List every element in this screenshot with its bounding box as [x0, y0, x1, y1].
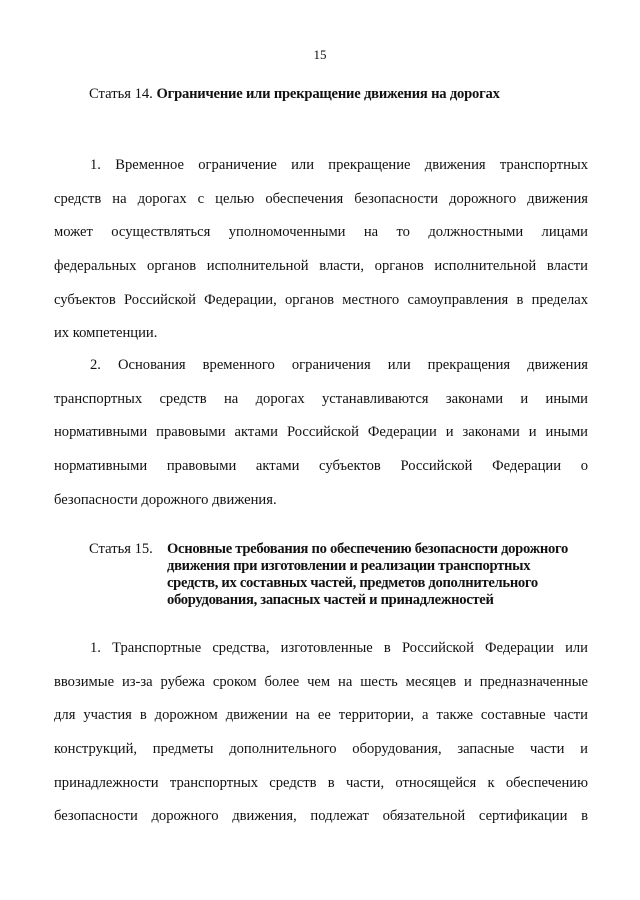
article-15-title-line: Основные требования по обеспечению безопасности дорожного [167, 541, 568, 557]
text-line: субъектов Российской Федерации, органов местного самоуправления в пределах [54, 291, 588, 308]
article-14-paragraph-1 [54, 155, 588, 357]
article-14-paragraph-2 [54, 355, 588, 523]
article-15-title [167, 541, 597, 609]
text-line: нормативными правовыми актами субъектов Российской Федерации о [54, 458, 588, 475]
article-15-lead: Статья 15. [89, 541, 153, 557]
text-line: безопасности дорожного движения, подлежат обязательной сертификации в [54, 808, 588, 825]
text-line: принадлежности транспортных средств в части, относящейся к обеспечению [54, 774, 588, 791]
text-line: может осуществляться уполномоченными на то должностными лицами [54, 224, 588, 241]
article-15-title-line: оборудования, запасных частей и принадлежностей [167, 592, 494, 608]
text-line: ввозимые из-за рубежа сроком более чем на шесть месяцев и предназначенные [54, 673, 588, 690]
article-14-lead: Статья 14. [89, 86, 153, 102]
text-line: для участия в дорожном движении на ее территории, а также составные части [54, 707, 588, 724]
text-line: федеральных органов исполнительной власти, органов исполнительной власти [54, 258, 588, 275]
text-line: средств на дорогах с целью обеспечения безопасности дорожного движения [54, 190, 588, 207]
text-line: нормативными правовыми актами Российской Федерации и законами и иными [54, 424, 588, 441]
article-15-heading [89, 541, 609, 609]
text-line: транспортных средств на дорогах устанавливаются законами и иными [54, 390, 588, 407]
article-14-heading [89, 86, 500, 103]
page-number: 15 [313, 47, 327, 62]
text-line: 2. Основания временного ограничения или прекращения движения [90, 357, 588, 373]
text-line: 1. Транспортные средства, изготовленные в Российской Федерации или [90, 640, 588, 656]
article-14-title: Ограничение или прекращение движения на дорогах [156, 86, 500, 102]
article-15-paragraph-1 [54, 638, 588, 840]
text-line: безопасности дорожного движения. [54, 491, 277, 508]
article-15-title-line: движения при изготовлении и реализации транспортных [167, 558, 531, 574]
text-line: 1. Временное ограничение или прекращение движения транспортных [90, 157, 588, 173]
article-15-title-line: средств, их составных частей, предметов дополнительного [167, 575, 538, 591]
text-line: их компетенции. [54, 325, 158, 342]
text-line: конструкций, предметы дополнительного оборудования, запасные части и [54, 741, 588, 758]
